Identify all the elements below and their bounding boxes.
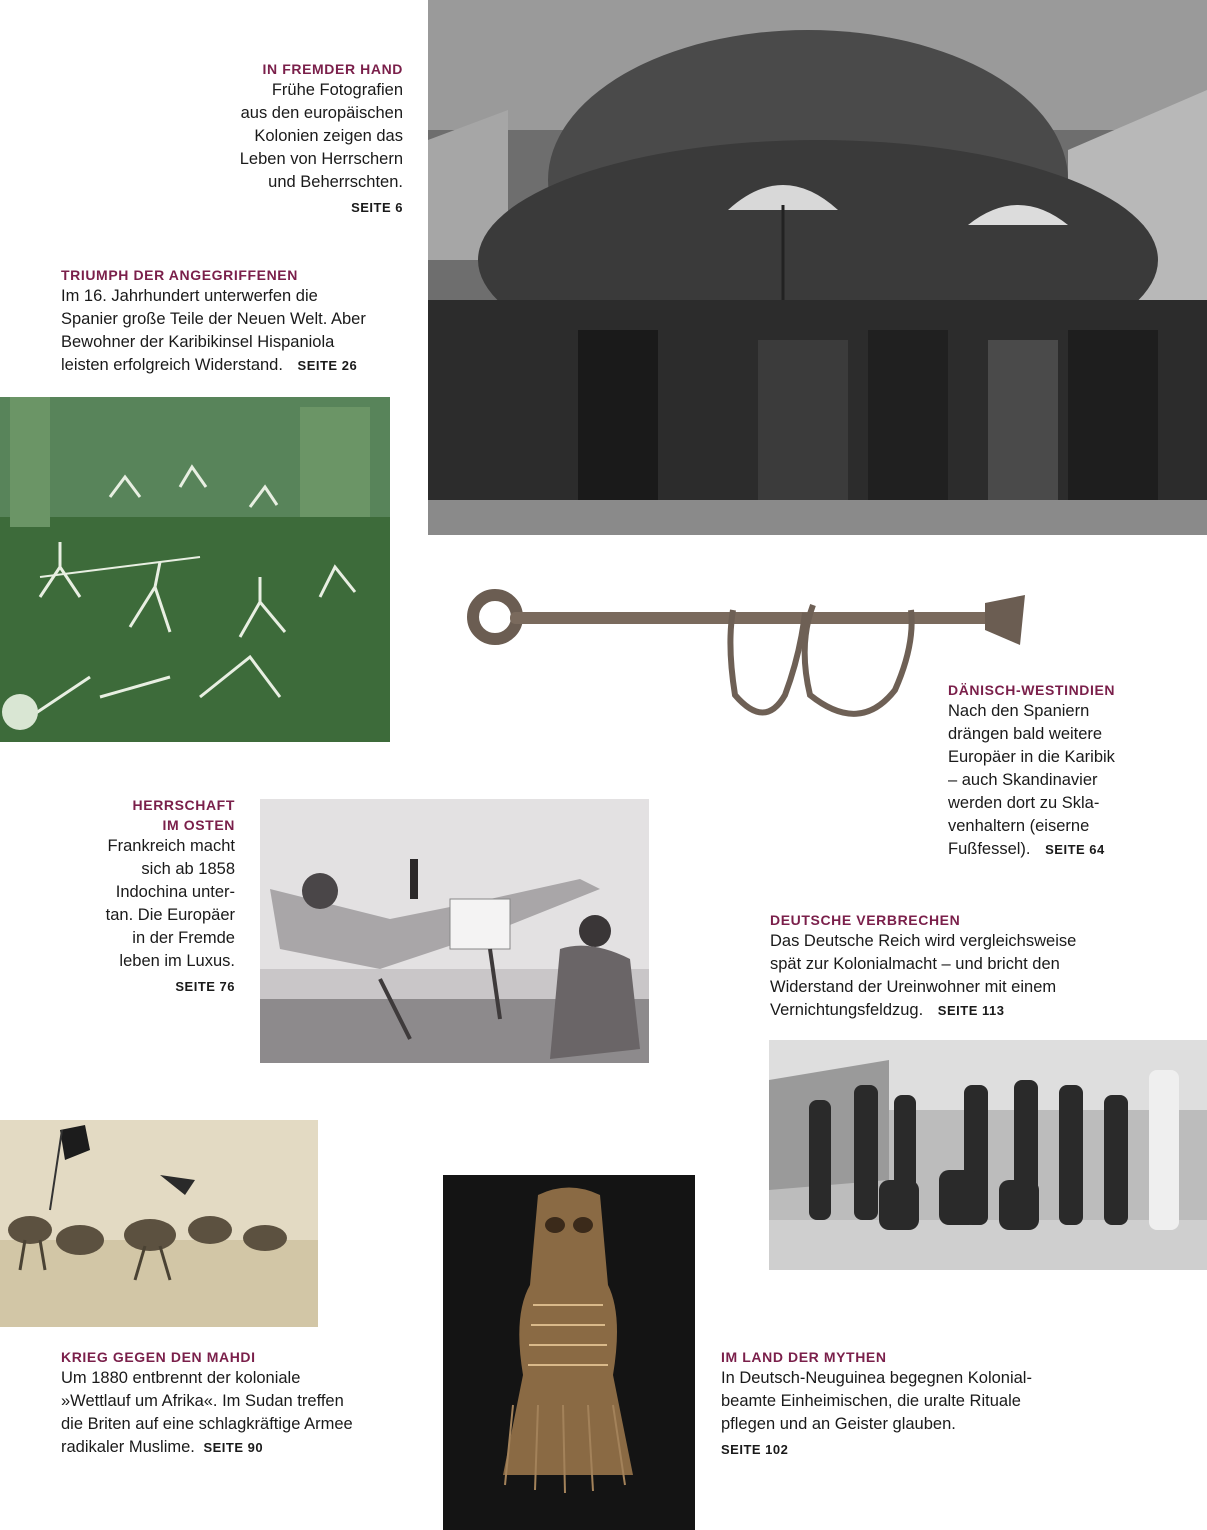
ritual-mask-image — [443, 1175, 695, 1530]
section-text: Im 16. Jahrhundert unterwerfen die Spanier große Teile der Neuen Welt. Aber Bewohner der Karibikinsel Hispaniola leisten erfolgreich Widerstand. — [61, 287, 366, 374]
section-title: IM LAND DER MYTHEN — [721, 1349, 887, 1365]
page-reference[interactable]: SEITE 64 — [1045, 842, 1105, 857]
section-title: DEUTSCHE VERBRECHEN — [770, 912, 961, 928]
section-text: Das Deutsche Reich wird vergleichsweise spät zur Kolonialmacht – und bricht den Widerstand der Ureinwohner mit einem Vernichtungsfeldzug. — [770, 932, 1077, 1019]
section-title: KRIEG GEGEN DEN MAHDI — [61, 1349, 256, 1365]
section-westindien — [948, 680, 1148, 861]
prisoners-photo — [769, 1040, 1207, 1270]
section-mythen — [721, 1347, 1061, 1461]
section-deutsche — [770, 910, 1110, 1022]
page-reference[interactable]: SEITE 113 — [937, 1003, 1005, 1018]
section-title-line1: HERRSCHAFT — [132, 797, 235, 813]
page-reference[interactable]: SEITE 90 — [203, 1440, 264, 1455]
section-angegriffene — [61, 265, 421, 377]
group-portrait-photo — [428, 0, 1207, 535]
iron-shackle-image — [465, 585, 1030, 735]
section-text: Nach den Spaniern drängen bald weitere Europäer in die Karibik – auch Skandinavier werden dort zu Skla- venhaltern (eiserne Fußfessel). — [948, 702, 1115, 858]
section-text: Um 1880 entbrennt der koloniale »Wettlauf um Afrika«. Im Sudan treffen die Briten auf eine schlagkräftige Armee radikaler Muslime. — [61, 1369, 353, 1456]
page-reference[interactable]: SEITE 76 — [175, 979, 235, 994]
deckchair-photo — [260, 799, 649, 1063]
battle-engraving-image — [0, 397, 390, 742]
section-title: IN FREMDER HAND — [262, 61, 403, 77]
mahdi-battle-image — [0, 1120, 318, 1327]
section-text: Frankreich macht sich ab 1858 Indochina unter- tan. Die Europäer in der Fremde leben im Luxus. — [105, 837, 235, 970]
page-reference[interactable]: SEITE 6 — [351, 200, 403, 215]
section-mahdi — [61, 1347, 401, 1459]
page-reference[interactable]: SEITE 102 — [721, 1442, 789, 1457]
section-title-line2: IM OSTEN — [162, 817, 235, 833]
page-reference[interactable]: SEITE 26 — [297, 358, 358, 373]
section-text: In Deutsch-Neuguinea begegnen Kolonial- beamte Einheimischen, die uralte Rituale pflegen und an Geister glauben. — [721, 1369, 1032, 1433]
section-osten — [70, 795, 235, 998]
section-title: DÄNISCH-WESTINDIEN — [948, 682, 1116, 698]
section-title: TRIUMPH DER ANGEGRIFFENEN — [61, 267, 298, 283]
section-text: Frühe Fotografien aus den europäischen Kolonien zeigen das Leben von Herrschern und Beherrschten. — [239, 81, 403, 191]
section-fremde-hand — [200, 59, 403, 219]
